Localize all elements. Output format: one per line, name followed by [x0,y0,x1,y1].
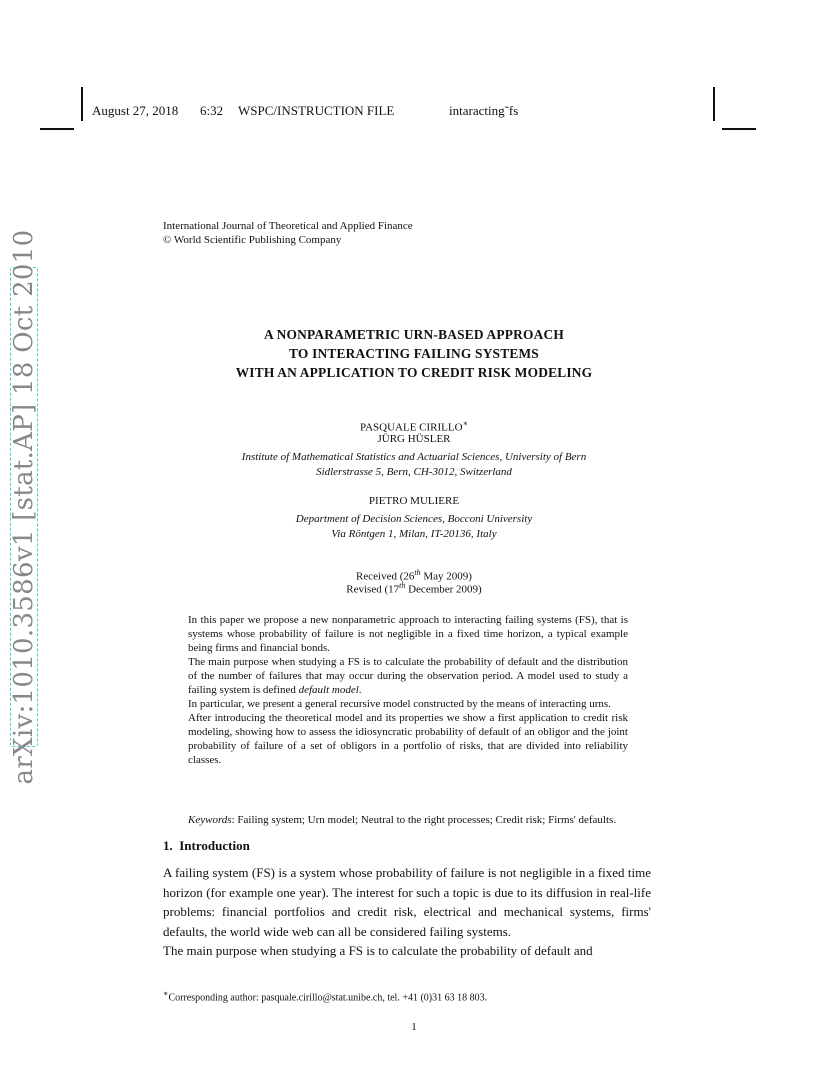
footnote [163,989,487,1003]
header-file: WSPC/INSTRUCTION FILE [238,103,395,118]
revised-date: Revised (17th December 2009) [346,581,482,596]
abstract-paragraph-4: After introducing the theoretical model and its properties we show a first application to credit risk modeling, showing how to assess the idiosyncratic probability of default of an obligor and the joint probability of failure of a set of obligors in a portfolio of risks, that are divided into reliability classes. [188,712,628,766]
keywords-text: : Failing system; Urn model; Neutral to the right processes; Credit risk; Firms' defaults. [231,814,617,826]
header-date: August 27, 2018 [92,103,179,118]
crop-mark-right-vertical [713,87,715,121]
crop-mark-right-horizontal [722,128,756,130]
footnote-text: Corresponding author: pasquale.cirillo@stat.unibe.ch, tel. +41 (0)31 63 18 803. [168,992,488,1004]
journal-block [163,219,413,247]
affiliation-2-line-1: Department of Decision Sciences, Bocconi University [295,513,533,525]
abstract-paragraph-2: The main purpose when studying a FS is to calculate the probability of default and the distribution of the number of failures that may occur during the observation period. A model used to study a failing system is defined default model. [188,656,628,696]
page-number: 1 [411,1021,417,1033]
crop-mark-left-horizontal [40,128,74,130]
header-time: 6:32 [200,103,224,118]
crop-mark-left-vertical [81,87,83,121]
header-name: intaracting˜fs [449,103,519,118]
abstract-paragraph-3: In particular, we present a general recursive model constructed by the means of interacting urns. [188,698,611,710]
footnote-mark: ∗ [163,989,169,998]
paper-title [0,325,828,382]
arxiv-stamp-text: arXiv:1010.3586v1 [stat.AP] 18 Oct 2010 [9,229,39,785]
abstract-paragraph-1: In this paper we propose a new nonparametric approach to interacting failing systems (FS), that is systems whose probability of failure is not negligible in a fixed time horizon, a typical example being firms and financial bonds. [188,614,628,654]
title-line-3: WITH AN APPLICATION TO CREDIT RISK MODELING [235,365,593,380]
author-3: PIETRO MULIERE [368,495,460,507]
abstract [188,613,628,767]
section-number: 1. [163,838,173,853]
received-date: Received (26th May 2009) [356,568,472,583]
title-line-1: A NONPARAMETRIC URN-BASED APPROACH [263,327,565,342]
body-paragraph-1: A failing system (FS) is a system whose probability of failure is not negligible in a fixed time horizon (for example one year). The interest for such a topic is due to its diffusion in real-life problems: financial portfolios and credit risk, electrical and mechanical systems, firms' defaults, the world wide web can all be considered failing systems. [163,865,651,939]
affiliation-1-line-1: Institute of Mathematical Statistics and Actuarial Sciences, University of Bern [241,451,587,463]
section-title: Introduction [179,838,250,853]
keywords [188,813,628,827]
journal-publisher: © World Scientific Publishing Company [163,234,342,246]
author-1-name: PASQUALE CIRILLO [359,421,463,434]
section-heading [163,838,250,854]
keywords-label: Keywords [188,814,232,826]
author-1-mark: ∗ [462,419,468,428]
affiliation-1-line-2: Sidlerstrasse 5, Bern, CH-3012, Switzerland [316,466,512,478]
body-paragraph-2: The main purpose when studying a FS is to calculate the probability of default and [163,943,593,958]
body-text [163,863,651,961]
journal-name: International Journal of Theoretical and Applied Finance [163,220,413,232]
title-line-2: TO INTERACTING FAILING SYSTEMS [289,346,539,361]
affiliation-2 [0,512,828,542]
author-2: JÜRG HÜSLER [377,433,451,445]
affiliation-1 [0,450,828,480]
affiliation-2-line-2: Via Röntgen 1, Milan, IT-20136, Italy [331,528,497,540]
